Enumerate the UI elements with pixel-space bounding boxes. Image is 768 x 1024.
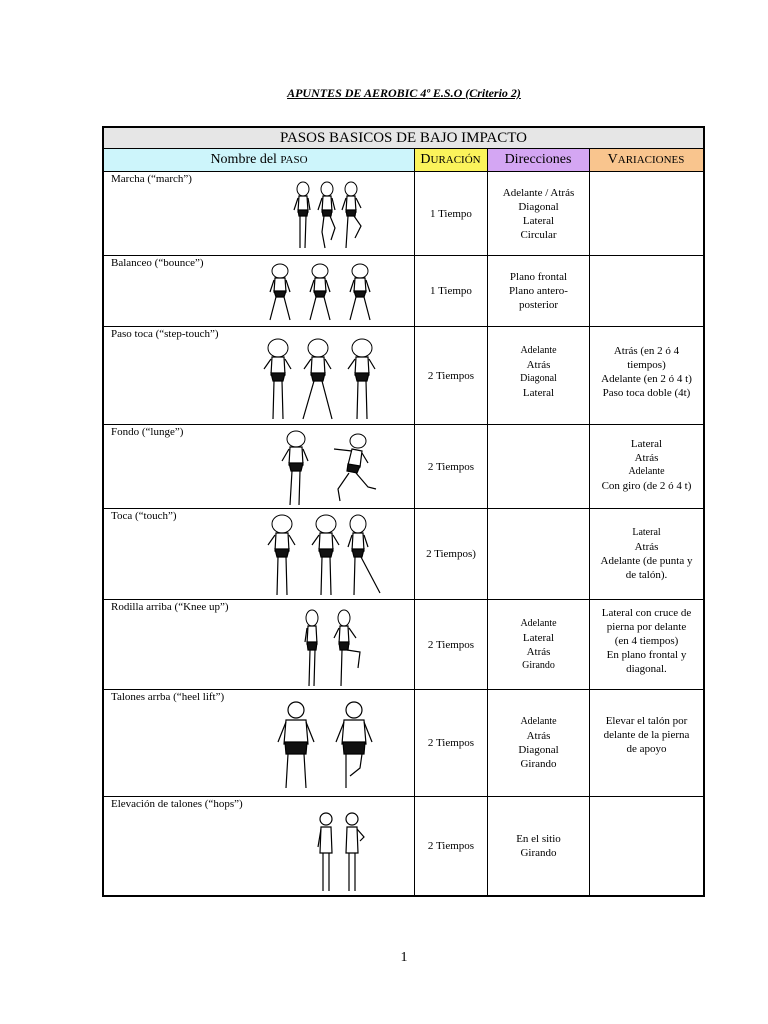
step-name: Toca (“touch”) xyxy=(111,510,177,522)
variations-cell: Lateral con cruce de pierna por delante (en 4 tiempos) En plano frontal y diagonal. xyxy=(601,606,692,675)
directions-cell: En el sitio Girando xyxy=(516,833,561,859)
table-row xyxy=(104,425,703,508)
table-row xyxy=(104,327,703,424)
march-figure-illustration xyxy=(289,180,369,252)
variations-cell: Elevar el talón por delante de la pierna de apoyo xyxy=(603,715,690,755)
touch-figure-illustration xyxy=(262,513,392,599)
table-row xyxy=(104,797,703,895)
header-duration: DURACIÓN xyxy=(414,149,487,172)
step-name: Paso toca (“step-touch”) xyxy=(111,328,219,340)
directions-cell: Adelante / Atrás Diagonal Lateral Circular xyxy=(502,186,575,241)
variations-cell: Lateral Atrás Adelante Con giro (de 2 ó 4 t) xyxy=(601,437,692,492)
duration-cell: 2 Tiempos xyxy=(427,638,475,651)
table-title: PASOS BASICOS DE BAJO IMPACTO xyxy=(104,128,703,149)
table-row xyxy=(104,600,703,689)
lunge-figure-illustration xyxy=(272,429,382,507)
step-name: Talones arrba (“heel lift”) xyxy=(111,691,225,703)
variations-cell xyxy=(590,172,703,255)
hops-figure-illustration xyxy=(312,807,372,893)
variations-cell xyxy=(590,256,703,326)
duration-cell: 2 Tiempos xyxy=(427,369,475,382)
table-row xyxy=(104,509,703,599)
directions-cell: Adelante Atrás Diagonal Lateral xyxy=(520,344,557,399)
heel-lift-figure-illustration xyxy=(270,698,380,792)
header-variations: VARIACIONES xyxy=(589,149,703,172)
header-directions: Direcciones xyxy=(487,149,589,172)
table-row xyxy=(104,690,703,796)
directions-cell xyxy=(488,509,589,599)
duration-cell: 1 Tiempo xyxy=(430,207,472,220)
document-title: APUNTES DE AEROBIC 4º E.S.O (Criterio 2) xyxy=(287,86,521,100)
step-name: Marcha (“march”) xyxy=(111,173,192,185)
knee-up-figure-illustration xyxy=(300,608,364,688)
directions-cell: Adelante Lateral Atrás Girando xyxy=(520,617,557,671)
table-row xyxy=(104,256,703,326)
variations-cell: Atrás (en 2 ó 4 tiempos) Adelante (en 2 ó 4 t) Paso toca doble (4t) xyxy=(601,344,692,399)
duration-cell: 2 Tiempos xyxy=(427,737,475,749)
header-name: Nombre del PASO xyxy=(104,149,414,172)
step-name: Balanceo (“bounce”) xyxy=(111,257,204,269)
step-name: Fondo (“lunge”) xyxy=(111,426,184,438)
step-name: Elevación de talones (“hops”) xyxy=(111,798,243,810)
directions-cell: Adelante Atrás Diagonal Girando xyxy=(518,716,559,770)
duration-cell: 2 Tiempos) xyxy=(426,548,476,560)
directions-cell xyxy=(488,425,589,508)
steps-table xyxy=(102,126,705,897)
step-touch-figure-illustration xyxy=(258,337,388,423)
bounce-figure-illustration xyxy=(262,262,382,324)
step-name: Rodilla arriba (“Knee up”) xyxy=(111,601,229,613)
table-row xyxy=(104,172,703,255)
page-number: 1 xyxy=(400,950,408,965)
duration-cell: 2 Tiempos xyxy=(427,840,475,852)
directions-cell: Plano frontal Plano antero- posterior xyxy=(509,271,568,311)
variations-cell: Lateral Atrás Adelante (de punta y de talón). xyxy=(600,527,693,581)
duration-cell: 1 Tiempo xyxy=(430,285,472,297)
variations-cell xyxy=(590,797,703,895)
duration-cell: 2 Tiempos xyxy=(427,460,475,473)
